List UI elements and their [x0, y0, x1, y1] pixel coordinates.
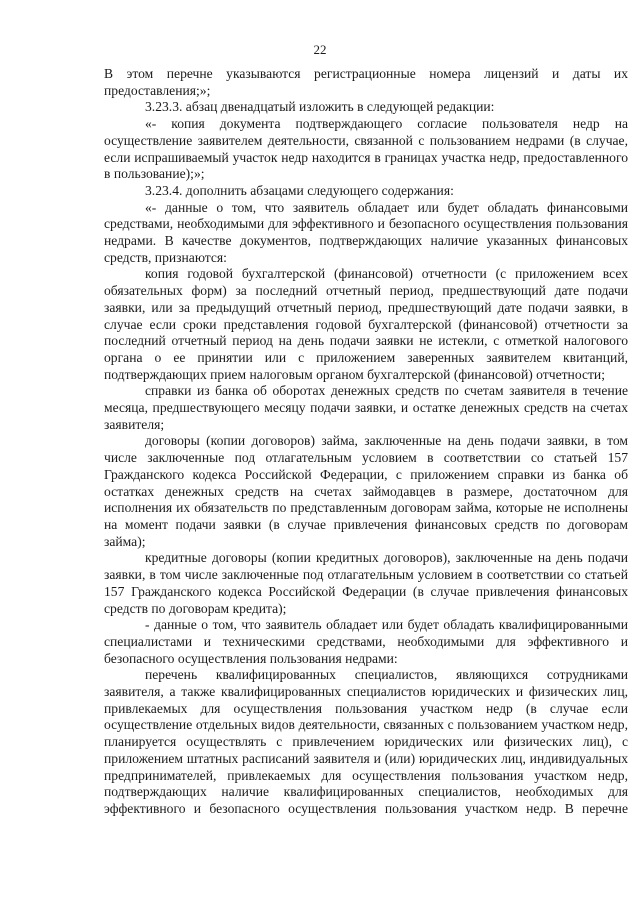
body-text	[104, 66, 628, 818]
paragraph: копия годовой бухгалтерской (финансовой) отчетности (с приложением всех обязательных форм) за последний отчетный период, предшествующий дате подачи заявки, или за предыдущий отчетный период, предшествующий дате подачи заявки, в случае если сроки представления годовой бухгалтерской (финансовой) отчетности за последний отчетный период на день подачи заявки не истекли, с отметкой налогового органа о ее принятии или с приложением заверенных заявителем квитанций, подтверждающих прием налоговым органом бухгалтерской (финансовой) отчетности;	[104, 266, 628, 382]
paragraph: 3.23.4. дополнить абзацами следующего содержания:	[145, 182, 454, 198]
paragraph: перечень квалифицированных специалистов, являющихся сотрудниками заявителя, а также квалифицированных специалистов юридических и физических лиц, привлекаемых для осуществления пользования участком недр (в случае если осуществление отдельных видов деятельности, связанных с пользованием участком недр, планируется осуществлять с привлечением юридических или физических лиц), с приложением штатных расписаний заявителя и (или) юридических лиц, индивидуальных предпринимателей, привлекаемых для осуществления пользования участком недр, подтверждающих наличие квалифицированных специалистов, необходимых для эффективного и безопасного осуществления пользования участком недр. В перечне	[104, 667, 628, 816]
paragraph: «- копия документа подтверждающего согласие пользователя недр на осуществление заявителем деятельности, связанной с пользованием недрами (в случае, если испрашиваемый участок недр находится в границах участка недр, предоставленного в пользование);»;	[104, 116, 628, 182]
paragraph: 3.23.3. абзац двенадцатый изложить в следующей редакции:	[145, 99, 495, 115]
page-number: 22	[313, 42, 327, 57]
paragraph: В этом перечне указываются регистрационные номера лицензий и даты их предоставления;»;	[104, 66, 628, 98]
paragraph: договоры (копии договоров) займа, заключенные на день подачи заявки, в том числе заключенные под отлагательным условием в соответствии со статьей 157 Гражданского кодекса Российской Федерации, с приложением справки из банка об остатках денежных средств на счетах займодавцев в размере, достаточном для исполнения их обязательств по представленным договорам займа, которые не исполнены на момент подачи заявки (в случае привлечения финансовых средств по договорам займа);	[104, 433, 628, 549]
paragraph: кредитные договоры (копии кредитных договоров), заключенные на день подачи заявки, в том числе заключенные под отлагательным условием в соответствии со статьей 157 Гражданского кодекса Российской Федерации (в случае привлечения финансовых средств по договорам кредита);	[104, 550, 628, 616]
paragraph: - данные о том, что заявитель обладает или будет обладать квалифицированными специалистами и техническими средствами, необходимыми для эффективного и безопасного осуществления пользования недрами:	[104, 617, 628, 666]
paragraph: справки из банка об оборотах денежных средств по счетам заявителя в течение месяца, предшествующего месяцу подачи заявки, и остатке денежных средств на счетах заявителя;	[104, 383, 628, 432]
paragraph: «- данные о том, что заявитель обладает или будет обладать финансовыми средствами, необходимыми для эффективного и безопасного осуществления пользования недрами. В качестве документов, подтверждающих наличие указанных финансовых средств, признаются:	[104, 199, 628, 265]
